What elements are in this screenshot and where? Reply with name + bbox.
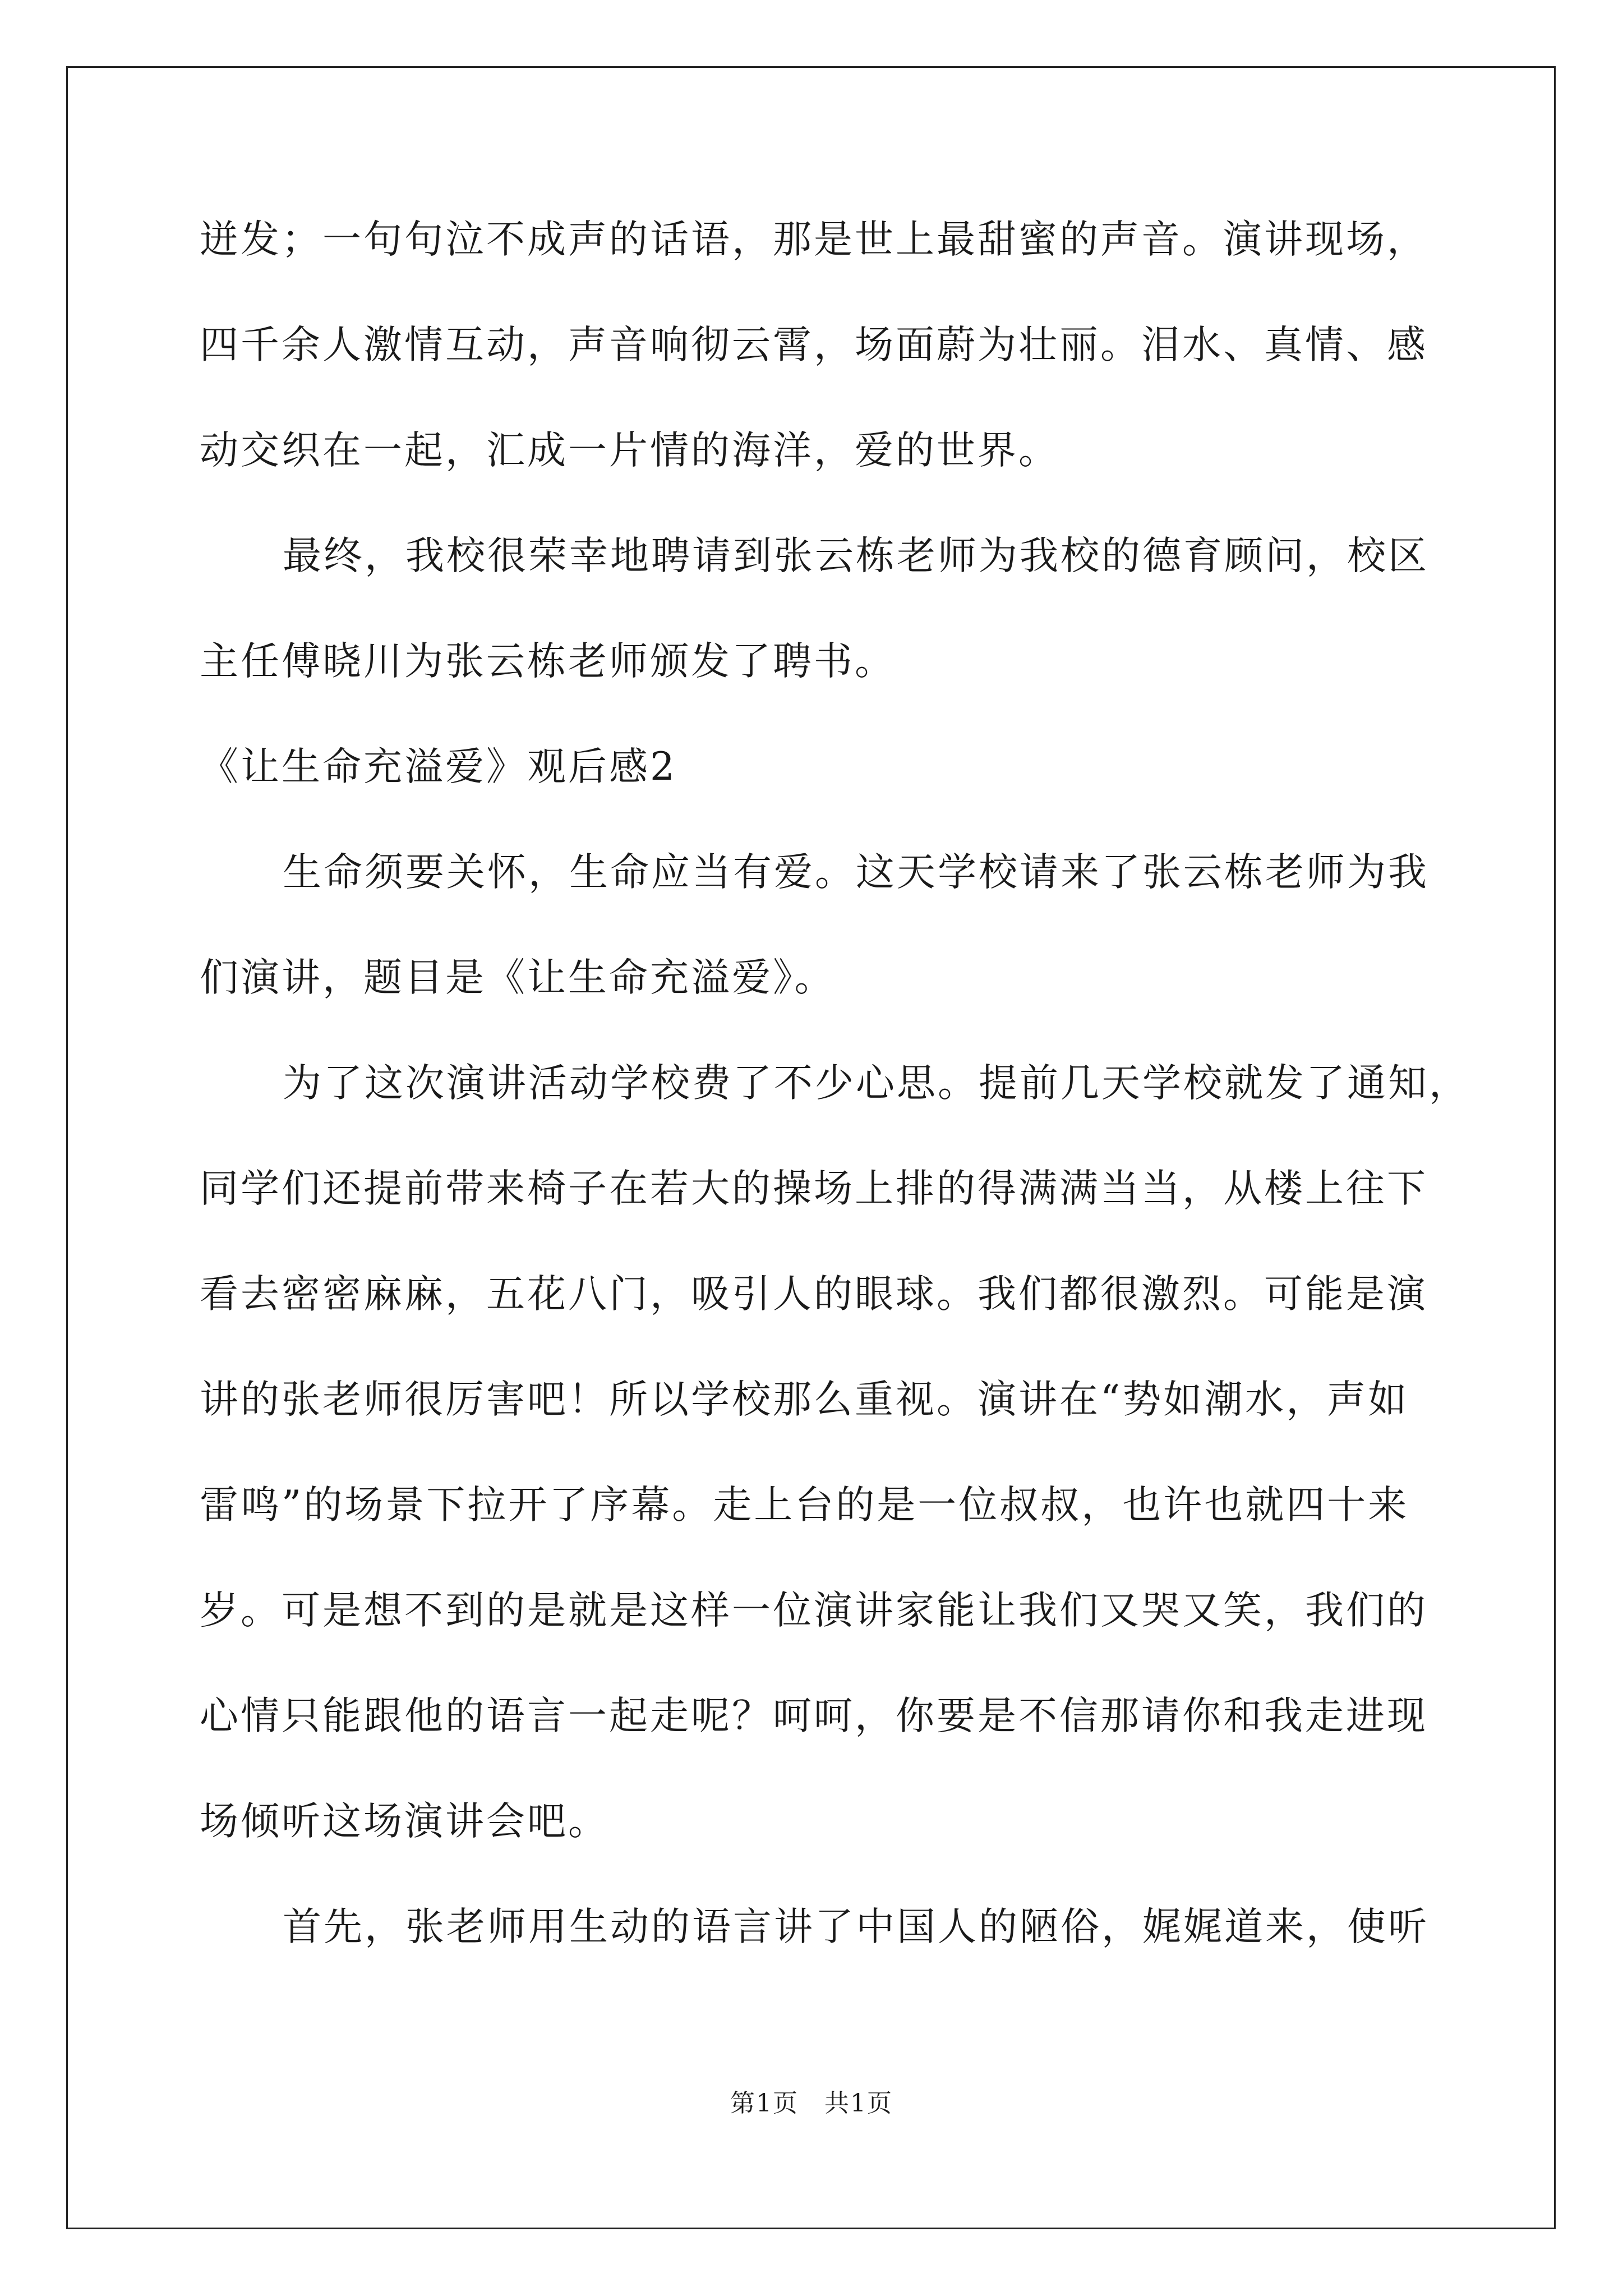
text-line-9: 为了这次演讲活动学校费了不少心思。提前几天学校就发了通知， xyxy=(283,1061,1470,1106)
text-line-16: 场倾听这场演讲会吧。 xyxy=(200,1799,609,1844)
section-heading: 《让生命充溢爱》观后感2 xyxy=(200,744,677,789)
text-line-11: 看去密密麻麻，五花八门，吸引人的眼球。我们都很激烈。可能是演 xyxy=(200,1272,1428,1317)
text-line-12: 讲的张老师很厉害吧！所以学校那么重视。演讲在“势如潮水，声如 xyxy=(200,1377,1409,1422)
text-line-4: 最终，我校很荣幸地聘请到张云栋老师为我校的德育顾问，校区 xyxy=(283,533,1429,578)
text-line-8: 们演讲，题目是《让生命充溢爱》。 xyxy=(200,955,836,1000)
text-line-2: 四千余人激情互动，声音响彻云霄，场面蔚为壮丽。泪水、真情、感 xyxy=(200,323,1428,367)
page-number-footer: 第1页 共1页 xyxy=(730,2089,893,2118)
text-line-5: 主任傅晓川为张云栋老师颁发了聘书。 xyxy=(200,639,896,684)
text-line-13: 雷鸣”的场景下拉开了序幕。走上台的是一位叔叔，也许也就四十来 xyxy=(200,1483,1409,1527)
text-line-1: 迸发；一句句泣不成声的话语，那是世上最甜蜜的声音。演讲现场， xyxy=(200,217,1428,262)
text-line-10: 同学们还提前带来椅子在若大的操场上排的得满满当当，从楼上往下 xyxy=(200,1166,1428,1211)
document-body xyxy=(200,213,1470,2006)
text-line-17: 首先，张老师用生动的语言讲了中国人的陋俗，娓娓道来，使听 xyxy=(283,1904,1429,1949)
text-line-14: 岁。可是想不到的是就是这样一位演讲家能让我们又哭又笑，我们的 xyxy=(200,1588,1428,1633)
text-line-3: 动交织在一起，汇成一片情的海洋，爱的世界。 xyxy=(200,428,1059,473)
text-line-7: 生命须要关怀，生命应当有爱。这天学校请来了张云栋老师为我 xyxy=(283,850,1429,895)
text-line-15: 心情只能跟他的语言一起走呢？呵呵，你要是不信那请你和我走进现 xyxy=(200,1694,1428,1738)
